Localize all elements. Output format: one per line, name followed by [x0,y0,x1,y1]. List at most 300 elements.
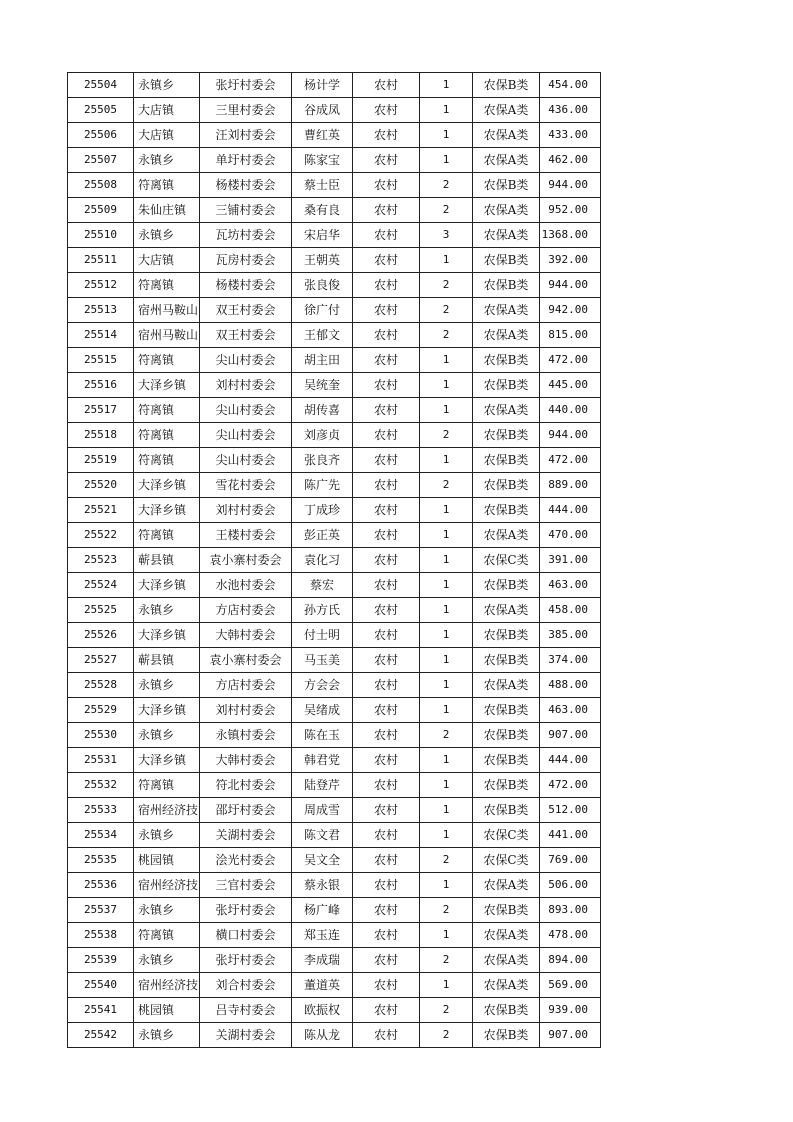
table-row [68,298,601,323]
village-committee-cell: 吕寺村委会 [200,998,292,1023]
village-committee-cell: 尖山村委会 [200,423,292,448]
household-count-cell: 2 [420,298,473,323]
area-type-cell: 农村 [353,823,420,848]
record-id-cell: 25530 [68,723,134,748]
table-row [68,373,601,398]
amount-cell: 472.00 [540,773,601,798]
amount-cell: 440.00 [540,398,601,423]
village-committee-cell: 横口村委会 [200,923,292,948]
record-id-cell: 25523 [68,548,134,573]
area-type-cell: 农村 [353,73,420,98]
table-row [68,798,601,823]
township-cell: 符离镇 [134,773,200,798]
household-count-cell: 1 [420,123,473,148]
record-id-cell: 25534 [68,823,134,848]
insurance-category-cell: 农保A类 [473,923,540,948]
table-row [68,323,601,348]
township-cell: 大泽乡镇 [134,698,200,723]
township-cell: 宿州经济技 [134,798,200,823]
village-committee-cell: 双王村委会 [200,298,292,323]
village-committee-cell: 尖山村委会 [200,448,292,473]
household-count-cell: 1 [420,73,473,98]
record-id-cell: 25504 [68,73,134,98]
village-committee-cell: 单圩村委会 [200,148,292,173]
record-id-cell: 25516 [68,373,134,398]
amount-cell: 907.00 [540,723,601,748]
township-cell: 大店镇 [134,123,200,148]
record-id-cell: 25524 [68,573,134,598]
person-name-cell: 陈从龙 [292,1023,353,1048]
township-cell: 永镇乡 [134,148,200,173]
insurance-category-cell: 农保A类 [473,223,540,248]
household-count-cell: 2 [420,173,473,198]
table-row [68,398,601,423]
area-type-cell: 农村 [353,1023,420,1048]
area-type-cell: 农村 [353,98,420,123]
household-count-cell: 3 [420,223,473,248]
area-type-cell: 农村 [353,423,420,448]
township-cell: 符离镇 [134,398,200,423]
township-cell: 桃园镇 [134,998,200,1023]
amount-cell: 939.00 [540,998,601,1023]
area-type-cell: 农村 [353,848,420,873]
person-name-cell: 蔡永银 [292,873,353,898]
table-body [68,73,601,1048]
insurance-category-cell: 农保B类 [473,698,540,723]
township-cell: 蕲县镇 [134,548,200,573]
household-count-cell: 1 [420,798,473,823]
person-name-cell: 王朝英 [292,248,353,273]
insurance-category-cell: 农保A类 [473,298,540,323]
household-count-cell: 1 [420,598,473,623]
amount-cell: 470.00 [540,523,601,548]
record-id-cell: 25511 [68,248,134,273]
record-id-cell: 25528 [68,673,134,698]
township-cell: 永镇乡 [134,73,200,98]
person-name-cell: 欧振权 [292,998,353,1023]
insurance-category-cell: 农保A类 [473,398,540,423]
table-row [68,98,601,123]
record-id-cell: 25535 [68,848,134,873]
village-committee-cell: 王楼村委会 [200,523,292,548]
township-cell: 宿州经济技 [134,873,200,898]
record-id-cell: 25533 [68,798,134,823]
household-count-cell: 2 [420,323,473,348]
person-name-cell: 桑有良 [292,198,353,223]
person-name-cell: 方会会 [292,673,353,698]
person-name-cell: 胡主田 [292,348,353,373]
person-name-cell: 谷成凤 [292,98,353,123]
village-committee-cell: 三官村委会 [200,873,292,898]
township-cell: 宿州马鞍山 [134,323,200,348]
insurance-category-cell: 农保C类 [473,548,540,573]
area-type-cell: 农村 [353,123,420,148]
amount-cell: 445.00 [540,373,601,398]
insurance-category-cell: 农保B类 [473,898,540,923]
amount-cell: 769.00 [540,848,601,873]
area-type-cell: 农村 [353,198,420,223]
household-count-cell: 1 [420,873,473,898]
person-name-cell: 杨计学 [292,73,353,98]
household-count-cell: 2 [420,1023,473,1048]
record-id-cell: 25519 [68,448,134,473]
person-name-cell: 张良齐 [292,448,353,473]
village-committee-cell: 方店村委会 [200,598,292,623]
table-row [68,948,601,973]
area-type-cell: 农村 [353,373,420,398]
person-name-cell: 付士明 [292,623,353,648]
township-cell: 永镇乡 [134,898,200,923]
table-row [68,923,601,948]
insurance-category-cell: 农保C类 [473,848,540,873]
area-type-cell: 农村 [353,698,420,723]
table-row [68,998,601,1023]
insurance-category-cell: 农保B类 [473,473,540,498]
village-committee-cell: 张圩村委会 [200,73,292,98]
area-type-cell: 农村 [353,573,420,598]
household-count-cell: 1 [420,773,473,798]
amount-cell: 444.00 [540,498,601,523]
household-count-cell: 1 [420,973,473,998]
table-row [68,448,601,473]
village-committee-cell: 杨楼村委会 [200,173,292,198]
person-name-cell: 陆登芹 [292,773,353,798]
insurance-category-cell: 农保C类 [473,823,540,848]
township-cell: 朱仙庄镇 [134,198,200,223]
village-committee-cell: 刘村村委会 [200,698,292,723]
insurance-category-cell: 农保B类 [473,448,540,473]
area-type-cell: 农村 [353,873,420,898]
insurance-category-cell: 农保B类 [473,1023,540,1048]
insurance-category-cell: 农保B类 [473,423,540,448]
area-type-cell: 农村 [353,523,420,548]
person-name-cell: 胡传喜 [292,398,353,423]
area-type-cell: 农村 [353,398,420,423]
village-committee-cell: 刘村村委会 [200,498,292,523]
household-count-cell: 1 [420,673,473,698]
table-row [68,898,601,923]
table-row [68,273,601,298]
record-id-cell: 25508 [68,173,134,198]
table-row [68,723,601,748]
record-id-cell: 25525 [68,598,134,623]
area-type-cell: 农村 [353,973,420,998]
household-count-cell: 2 [420,423,473,448]
person-name-cell: 马玉美 [292,648,353,673]
amount-cell: 944.00 [540,423,601,448]
insurance-category-cell: 农保B类 [473,348,540,373]
household-count-cell: 2 [420,198,473,223]
table-row [68,148,601,173]
amount-cell: 815.00 [540,323,601,348]
person-name-cell: 陈在玉 [292,723,353,748]
record-id-cell: 25539 [68,948,134,973]
household-count-cell: 1 [420,698,473,723]
table-row [68,573,601,598]
household-count-cell: 2 [420,273,473,298]
village-committee-cell: 双王村委会 [200,323,292,348]
township-cell: 大泽乡镇 [134,748,200,773]
amount-cell: 889.00 [540,473,601,498]
person-name-cell: 宋启华 [292,223,353,248]
household-count-cell: 1 [420,523,473,548]
insurance-category-cell: 农保A类 [473,973,540,998]
record-id-cell: 25514 [68,323,134,348]
record-id-cell: 25505 [68,98,134,123]
amount-cell: 488.00 [540,673,601,698]
record-id-cell: 25529 [68,698,134,723]
township-cell: 永镇乡 [134,1023,200,1048]
village-committee-cell: 瓦坊村委会 [200,223,292,248]
insurance-category-cell: 农保A类 [473,873,540,898]
insurance-category-cell: 农保B类 [473,648,540,673]
amount-cell: 374.00 [540,648,601,673]
township-cell: 永镇乡 [134,223,200,248]
table-row [68,498,601,523]
household-count-cell: 1 [420,398,473,423]
insurance-category-cell: 农保B类 [473,623,540,648]
insurance-category-cell: 农保A类 [473,948,540,973]
village-committee-cell: 邵圩村委会 [200,798,292,823]
insurance-category-cell: 农保A类 [473,148,540,173]
person-name-cell: 吴文全 [292,848,353,873]
village-committee-cell: 关湖村委会 [200,1023,292,1048]
person-name-cell: 曹红英 [292,123,353,148]
insurance-category-cell: 农保B类 [473,73,540,98]
household-count-cell: 1 [420,98,473,123]
village-committee-cell: 永镇村委会 [200,723,292,748]
record-id-cell: 25522 [68,523,134,548]
township-cell: 蕲县镇 [134,648,200,673]
person-name-cell: 王郁文 [292,323,353,348]
amount-cell: 893.00 [540,898,601,923]
person-name-cell: 吴绪成 [292,698,353,723]
record-id-cell: 25532 [68,773,134,798]
area-type-cell: 农村 [353,623,420,648]
township-cell: 永镇乡 [134,723,200,748]
table-row [68,748,601,773]
insurance-category-cell: 农保B类 [473,723,540,748]
amount-cell: 462.00 [540,148,601,173]
village-committee-cell: 尖山村委会 [200,348,292,373]
insurance-category-cell: 农保B类 [473,498,540,523]
record-id-cell: 25506 [68,123,134,148]
household-count-cell: 1 [420,548,473,573]
township-cell: 大店镇 [134,98,200,123]
insurance-category-cell: 农保A类 [473,598,540,623]
record-id-cell: 25541 [68,998,134,1023]
amount-cell: 463.00 [540,573,601,598]
household-count-cell: 1 [420,573,473,598]
area-type-cell: 农村 [353,473,420,498]
amount-cell: 907.00 [540,1023,601,1048]
area-type-cell: 农村 [353,223,420,248]
household-count-cell: 2 [420,848,473,873]
table-row [68,598,601,623]
insurance-category-cell: 农保B类 [473,373,540,398]
township-cell: 符离镇 [134,448,200,473]
allowance-table [67,72,601,1048]
area-type-cell: 农村 [353,173,420,198]
amount-cell: 458.00 [540,598,601,623]
amount-cell: 392.00 [540,248,601,273]
village-committee-cell: 雪花村委会 [200,473,292,498]
record-id-cell: 25540 [68,973,134,998]
table-row [68,973,601,998]
township-cell: 宿州马鞍山 [134,298,200,323]
person-name-cell: 韩君党 [292,748,353,773]
area-type-cell: 农村 [353,998,420,1023]
amount-cell: 472.00 [540,448,601,473]
insurance-category-cell: 农保B类 [473,998,540,1023]
township-cell: 永镇乡 [134,673,200,698]
record-id-cell: 25521 [68,498,134,523]
record-id-cell: 25517 [68,398,134,423]
township-cell: 大泽乡镇 [134,498,200,523]
amount-cell: 944.00 [540,173,601,198]
insurance-category-cell: 农保A类 [473,123,540,148]
insurance-category-cell: 农保B类 [473,573,540,598]
person-name-cell: 蔡士臣 [292,173,353,198]
township-cell: 大泽乡镇 [134,623,200,648]
village-committee-cell: 方店村委会 [200,673,292,698]
insurance-category-cell: 农保B类 [473,798,540,823]
household-count-cell: 1 [420,823,473,848]
village-committee-cell: 汪刘村委会 [200,123,292,148]
household-count-cell: 1 [420,498,473,523]
area-type-cell: 农村 [353,723,420,748]
table-row [68,548,601,573]
village-committee-cell: 张圩村委会 [200,898,292,923]
township-cell: 符离镇 [134,173,200,198]
table-row [68,823,601,848]
area-type-cell: 农村 [353,898,420,923]
insurance-category-cell: 农保B类 [473,248,540,273]
area-type-cell: 农村 [353,498,420,523]
village-committee-cell: 符北村委会 [200,773,292,798]
person-name-cell: 蔡宏 [292,573,353,598]
area-type-cell: 农村 [353,773,420,798]
area-type-cell: 农村 [353,273,420,298]
area-type-cell: 农村 [353,348,420,373]
table-row [68,473,601,498]
amount-cell: 385.00 [540,623,601,648]
insurance-category-cell: 农保A类 [473,673,540,698]
amount-cell: 441.00 [540,823,601,848]
person-name-cell: 陈广先 [292,473,353,498]
village-committee-cell: 刘村村委会 [200,373,292,398]
township-cell: 符离镇 [134,523,200,548]
table-row [68,648,601,673]
village-committee-cell: 浍光村委会 [200,848,292,873]
area-type-cell: 农村 [353,648,420,673]
township-cell: 符离镇 [134,423,200,448]
table-row [68,198,601,223]
household-count-cell: 2 [420,723,473,748]
amount-cell: 433.00 [540,123,601,148]
amount-cell: 463.00 [540,698,601,723]
amount-cell: 1368.00 [540,223,601,248]
insurance-category-cell: 农保B类 [473,773,540,798]
insurance-category-cell: 农保A类 [473,323,540,348]
village-committee-cell: 袁小寨村委会 [200,648,292,673]
table-row [68,248,601,273]
area-type-cell: 农村 [353,948,420,973]
area-type-cell: 农村 [353,148,420,173]
area-type-cell: 农村 [353,748,420,773]
township-cell: 符离镇 [134,348,200,373]
area-type-cell: 农村 [353,323,420,348]
township-cell: 大泽乡镇 [134,573,200,598]
record-id-cell: 25538 [68,923,134,948]
record-id-cell: 25536 [68,873,134,898]
household-count-cell: 1 [420,748,473,773]
person-name-cell: 李成瑞 [292,948,353,973]
village-committee-cell: 大韩村委会 [200,748,292,773]
household-count-cell: 2 [420,898,473,923]
village-committee-cell: 杨楼村委会 [200,273,292,298]
person-name-cell: 郑玉连 [292,923,353,948]
record-id-cell: 25513 [68,298,134,323]
insurance-category-cell: 农保B类 [473,173,540,198]
record-id-cell: 25537 [68,898,134,923]
area-type-cell: 农村 [353,298,420,323]
amount-cell: 478.00 [540,923,601,948]
amount-cell: 569.00 [540,973,601,998]
record-id-cell: 25509 [68,198,134,223]
amount-cell: 942.00 [540,298,601,323]
village-committee-cell: 尖山村委会 [200,398,292,423]
table-row [68,698,601,723]
village-committee-cell: 三铺村委会 [200,198,292,223]
area-type-cell: 农村 [353,248,420,273]
area-type-cell: 农村 [353,448,420,473]
amount-cell: 894.00 [540,948,601,973]
person-name-cell: 陈家宝 [292,148,353,173]
household-count-cell: 1 [420,248,473,273]
village-committee-cell: 关湖村委会 [200,823,292,848]
amount-cell: 512.00 [540,798,601,823]
person-name-cell: 董道英 [292,973,353,998]
township-cell: 大泽乡镇 [134,373,200,398]
table-row [68,873,601,898]
household-count-cell: 1 [420,148,473,173]
township-cell: 宿州经济技 [134,973,200,998]
amount-cell: 454.00 [540,73,601,98]
area-type-cell: 农村 [353,798,420,823]
insurance-category-cell: 农保A类 [473,523,540,548]
person-name-cell: 丁成珍 [292,498,353,523]
household-count-cell: 1 [420,648,473,673]
record-id-cell: 25542 [68,1023,134,1048]
township-cell: 符离镇 [134,273,200,298]
household-count-cell: 2 [420,948,473,973]
amount-cell: 472.00 [540,348,601,373]
record-id-cell: 25507 [68,148,134,173]
township-cell: 永镇乡 [134,823,200,848]
amount-cell: 506.00 [540,873,601,898]
table-row [68,123,601,148]
person-name-cell: 徐广付 [292,298,353,323]
person-name-cell: 张良俊 [292,273,353,298]
village-committee-cell: 大韩村委会 [200,623,292,648]
amount-cell: 391.00 [540,548,601,573]
household-count-cell: 1 [420,348,473,373]
person-name-cell: 彭正英 [292,523,353,548]
amount-cell: 952.00 [540,198,601,223]
amount-cell: 444.00 [540,748,601,773]
record-id-cell: 25515 [68,348,134,373]
